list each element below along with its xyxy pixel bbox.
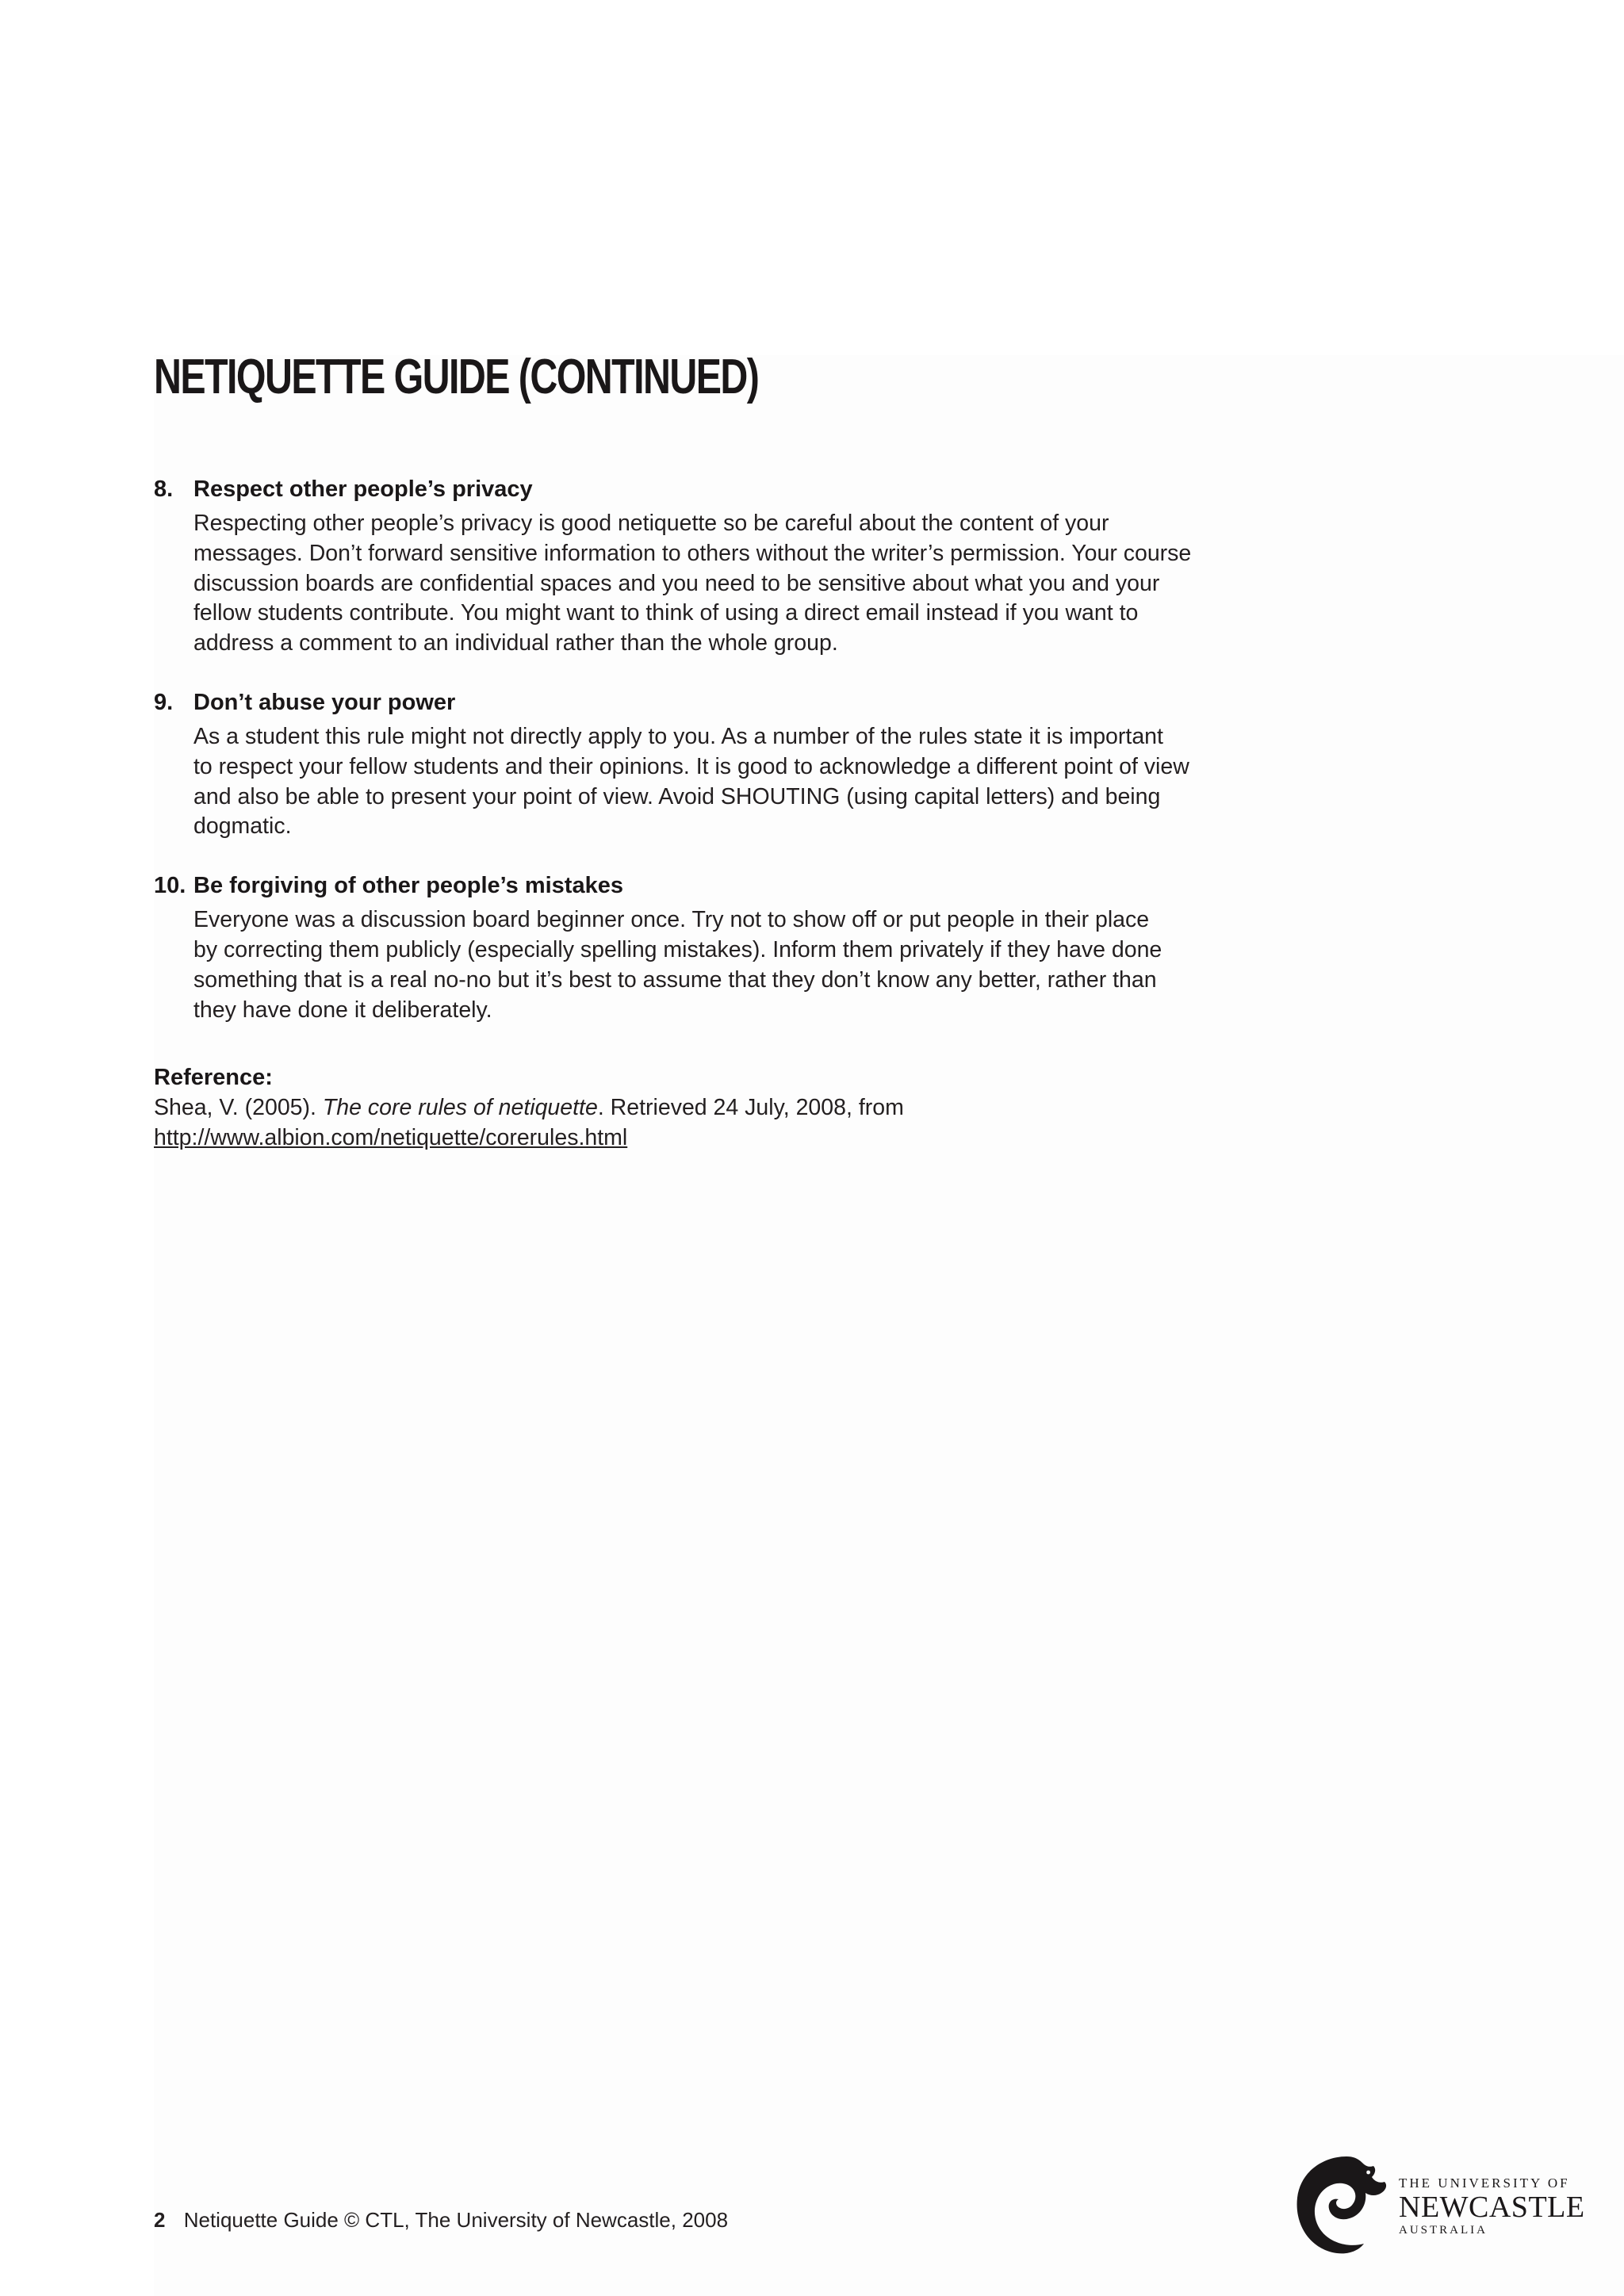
logo-line-1: THE UNIVERSITY OF bbox=[1399, 2175, 1570, 2191]
reference-heading: Reference: bbox=[154, 1065, 273, 1091]
rule-number: 10. bbox=[154, 873, 186, 899]
rule-heading bbox=[154, 869, 1264, 902]
rule-heading bbox=[154, 686, 1264, 719]
rule-heading bbox=[154, 473, 1264, 506]
rule-body: Everyone was a discussion board beginner once. Try not to show off or put people in their place by correcting them publicly (especially spelling mistakes). Inform them privately if they have done something that is a real no-no but it’s best to assume that they don’t know any better, rather than they have done it deliberately. bbox=[193, 907, 1162, 1023]
page-title: NETIQUETTE GUIDE (CONTINUED) bbox=[154, 350, 759, 404]
seahorse-crest-icon bbox=[1291, 2153, 1389, 2255]
rule-number: 9. bbox=[154, 689, 174, 715]
reference-link[interactable]: http://www.albion.com/netiquette/corerules.html bbox=[154, 1125, 628, 1151]
rules-content bbox=[154, 473, 1264, 1154]
page-footer bbox=[154, 2204, 728, 2236]
reference-work-title: The core rules of netiquette bbox=[322, 1095, 598, 1121]
rule-body: As a student this rule might not directly apply to you. As a number of the rules state it is important to respect your fellow students and their opinions. It is good to acknowledge a different point of view and also be able to present your point of view. Avoid SHOUTING (using capital letters) and being dogmatic. bbox=[193, 723, 1189, 840]
logo-line-2: NEWCASTLE bbox=[1399, 2191, 1585, 2224]
rule-title: Respect other people’s privacy bbox=[193, 476, 533, 502]
logo-wordmark bbox=[1399, 2175, 1585, 2237]
reference-section bbox=[154, 1062, 1264, 1154]
page-number: 2 bbox=[154, 2208, 166, 2232]
rule-title: Be forgiving of other people’s mistakes bbox=[193, 873, 623, 899]
reference-citation bbox=[154, 1093, 1264, 1123]
footer-text: Netiquette Guide © CTL, The University of Newcastle, 2008 bbox=[183, 2208, 729, 2232]
rule-8 bbox=[154, 473, 1264, 659]
rule-body: Respecting other people’s privacy is good netiquette so be careful about the content of your messages. Don’t forward sensitive information to others without the writer’s permission. Your course discussion boards are confidential spaces and you need to be sensitive about what you and your fellow students contribute. You might want to think of using a direct email instead if you want to address a comment to an individual rather than the whole group. bbox=[193, 511, 1192, 656]
university-logo bbox=[1291, 2153, 1585, 2256]
rule-title: Don’t abuse your power bbox=[193, 689, 456, 715]
rule-number: 8. bbox=[154, 476, 174, 502]
reference-author: Shea, V. (2005). bbox=[154, 1095, 323, 1121]
logo-line-3: AUSTRALIA bbox=[1399, 2224, 1488, 2237]
rule-9 bbox=[154, 686, 1264, 842]
reference-retrieved: . Retrieved 24 July, 2008, from bbox=[597, 1095, 904, 1121]
rule-10 bbox=[154, 869, 1264, 1025]
